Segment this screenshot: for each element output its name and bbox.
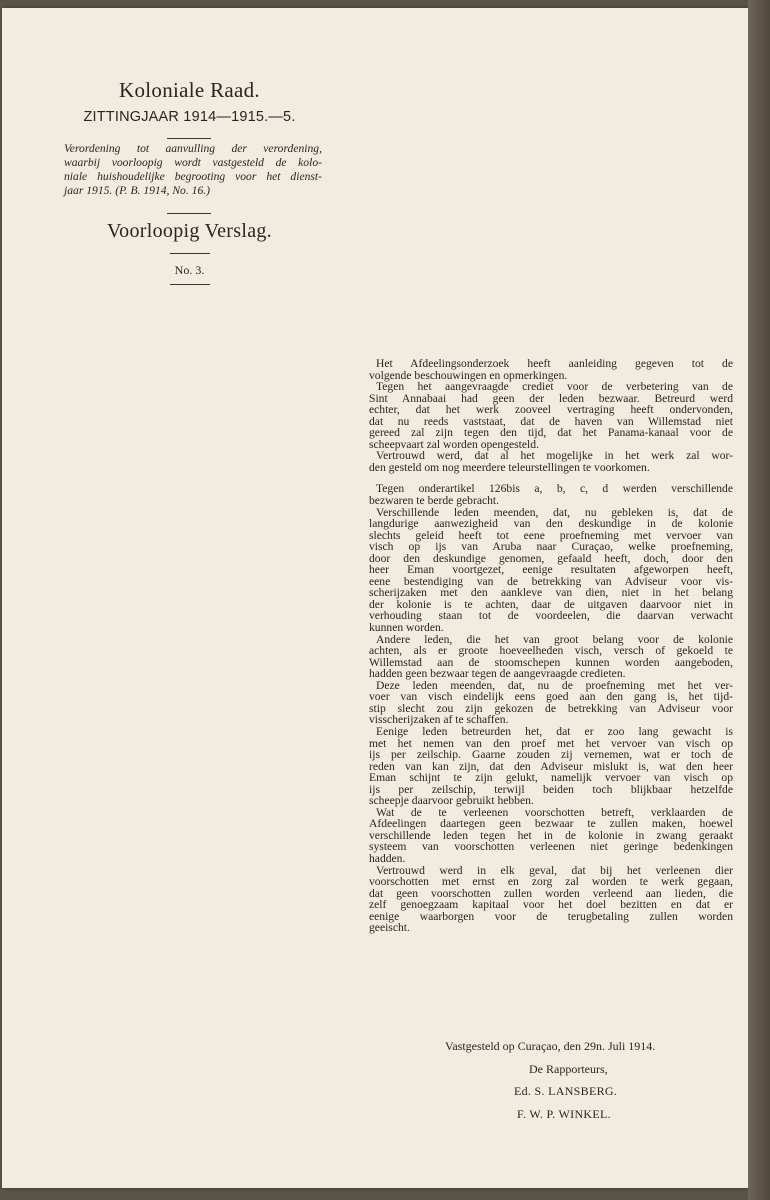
body-line: verschillende leden tegen het in de kolonie in zwang geraakt xyxy=(369,828,733,842)
body-line: Vertrouwd werd in elk geval, dat bij het verleenen dier xyxy=(376,863,733,877)
ordinance-description xyxy=(64,142,322,198)
body-line: Wat de te verleenen voorschotten betreft, verklaarden de xyxy=(376,805,733,819)
body-line: Eman schijnt te zijn gelukt, namelijk vervoer van visch op xyxy=(369,771,733,785)
body-paragraph xyxy=(369,865,733,934)
divider xyxy=(170,284,210,285)
body-line: zelf genoegzaam kapitaal voor het doel bezitten en dat er xyxy=(369,898,733,912)
document-page xyxy=(2,8,748,1188)
body-line: hadden. xyxy=(369,851,406,865)
signature-winkel: F. W. P. WINKEL. xyxy=(517,1107,611,1121)
body-line: stip slecht zou zijn gekozen de betrekking van Adviseur voor xyxy=(369,701,733,715)
body-line: kunnen worden. xyxy=(369,621,444,635)
body-paragraph xyxy=(369,358,733,381)
body-line: eene bestendiging van de betrekking van Adviseur voor vis- xyxy=(369,574,733,588)
body-line: langdurige aanwezigheid van den deskundige in de kolonie xyxy=(369,517,733,531)
body-line: dat nu reeds vaststaat, dat de haven van Willemstad niet xyxy=(369,414,733,428)
page-edge xyxy=(748,0,770,1200)
body-line: ijs per zeilschip. Gaarne zouden zij vernemen, wat er toch de xyxy=(369,748,733,762)
body-line: reden van kan zijn, dat den Adviseur mislukt is, wat den heer xyxy=(369,759,733,773)
body-line: Tegen onderartikel 126bis a, b, c, d werden verschillende xyxy=(376,482,733,496)
body-line: der kolonie is te achten, daar de uitgaven daarvoor niet in xyxy=(369,597,733,611)
body-line: visch op ijs van Aruba naar Curaçao, welke proefneming, xyxy=(369,540,733,554)
body-paragraph xyxy=(369,483,733,506)
body-line: Sint Annabaai had geen der leden bezwaar. Betreurd werd xyxy=(369,391,733,405)
body-line: Andere leden, die het van groot belang voor de kolonie xyxy=(376,632,733,646)
body-paragraph xyxy=(369,450,733,473)
body-line: Eenige leden betreurden het, dat er zoo lang gewacht is xyxy=(376,724,733,738)
divider xyxy=(170,253,210,254)
body-line: dat geen voorschotten zullen worden verleend aan lieden, die xyxy=(369,886,733,900)
body-line: Deze leden meenden, dat, nu de proefneming met het ver- xyxy=(376,678,733,692)
signature-lansberg: Ed. S. LANSBERG. xyxy=(514,1084,618,1098)
report-subtitle: Voorloopig Verslag. xyxy=(107,220,272,242)
body-line: Vertrouwd werd, dat al het mogelijke in het werk zal wor- xyxy=(376,449,733,463)
body-line: hadden geen bezwaar tegen de aangevraagde credieten. xyxy=(369,667,626,681)
divider xyxy=(167,213,211,214)
body-line: echter, dat het werk zooveel vertraging heeft ondervonden, xyxy=(369,403,733,417)
body-line: voorschotten met ernst en zorg zal worden te werk gegaan, xyxy=(369,875,733,889)
body-line: bezwaren te berde gebracht. xyxy=(369,494,500,508)
rapporteurs-label: De Rapporteurs, xyxy=(529,1062,608,1076)
body-line: heer Eman voortgezet, eenige resultaten afgeworpen heeft, xyxy=(369,563,733,577)
body-line: ijs per zeilschip, terwijl beiden toch blijkbaar hetzelfde xyxy=(369,782,733,796)
body-line: scheepvaart zal worden opengesteld. xyxy=(369,437,539,451)
session-year: ZITTINGJAAR 1914—1915.—5. xyxy=(83,109,296,125)
document-title: Koloniale Raad. xyxy=(119,78,260,102)
ordinance-line: waarbij voorloopig wordt vastgesteld de kolo- xyxy=(64,156,322,169)
body-line: eenige waarborgen voor de terugbetaling zullen worden xyxy=(369,909,733,923)
body-line: systeem van voorschotten verleenen niet geringe bedenkingen xyxy=(369,840,733,854)
divider xyxy=(167,138,211,139)
body-line: Afdeelingen daartegen geen bezwaar te zullen maken, hoewel xyxy=(369,817,733,831)
body-line: met het nemen van den proef met het vervoer van visch op xyxy=(369,736,733,750)
body-paragraph xyxy=(369,680,733,726)
body-line: slechts geleid heeft tot eene proefneming met vervoer van xyxy=(369,528,733,542)
body-line: scherijzaken met den aankleve van dien, niet in het belang xyxy=(369,586,733,600)
body-paragraph xyxy=(369,807,733,865)
body-line: geeischt. xyxy=(369,921,410,935)
body-line: scheepje daarvoor gebruikt hebben. xyxy=(369,794,534,808)
ordinance-line: jaar 1915. (P. B. 1914, No. 16.) xyxy=(64,184,210,197)
body-paragraph xyxy=(369,381,733,450)
body-line: verhouding staan tot de voordeelen, die daarvan verwacht xyxy=(369,609,733,623)
ordinance-line: Verordening tot aanvulling der verordening, xyxy=(64,142,322,155)
body-line: gereed zal zijn tegen den tijd, dat het Panama-kanaal voor de xyxy=(369,426,733,440)
report-body xyxy=(369,358,733,934)
body-line: Tegen het aangevraagde crediet voor de verbetering van de xyxy=(376,380,733,394)
body-line: den gesteld om nog meerdere teleurstellingen te voorkomen. xyxy=(369,460,650,474)
body-line: Verschillende leden meenden, dat, nu gebleken is, dat de xyxy=(376,505,733,519)
body-line: achten, als er groote hoeveelheden visch, versch of gekoeld te xyxy=(369,644,733,658)
body-line: door den deskundige genomen, gefaald heeft, doch, door den xyxy=(369,551,733,565)
body-paragraph xyxy=(369,507,733,634)
closing-date: Vastgesteld op Curaçao, den 29n. Juli 1914. xyxy=(445,1039,656,1053)
body-line: visscherijzaken af te schaffen. xyxy=(369,713,509,727)
report-number: No. 3. xyxy=(174,263,205,277)
body-line: voer van visch eindelijk eens goed aan den gang is, het tijd- xyxy=(369,690,733,704)
body-paragraph xyxy=(369,726,733,807)
body-line: Willemstad aan de stoomschepen kunnen worden aangeboden, xyxy=(369,655,733,669)
ordinance-line: niale huishoudelijke begrooting voor het dienst- xyxy=(64,170,322,183)
body-line: volgende beschouwingen en opmerkingen. xyxy=(369,368,568,382)
body-paragraph xyxy=(369,634,733,680)
body-line: Het Afdeelingsonderzoek heeft aanleiding gegeven tot de xyxy=(376,357,733,370)
